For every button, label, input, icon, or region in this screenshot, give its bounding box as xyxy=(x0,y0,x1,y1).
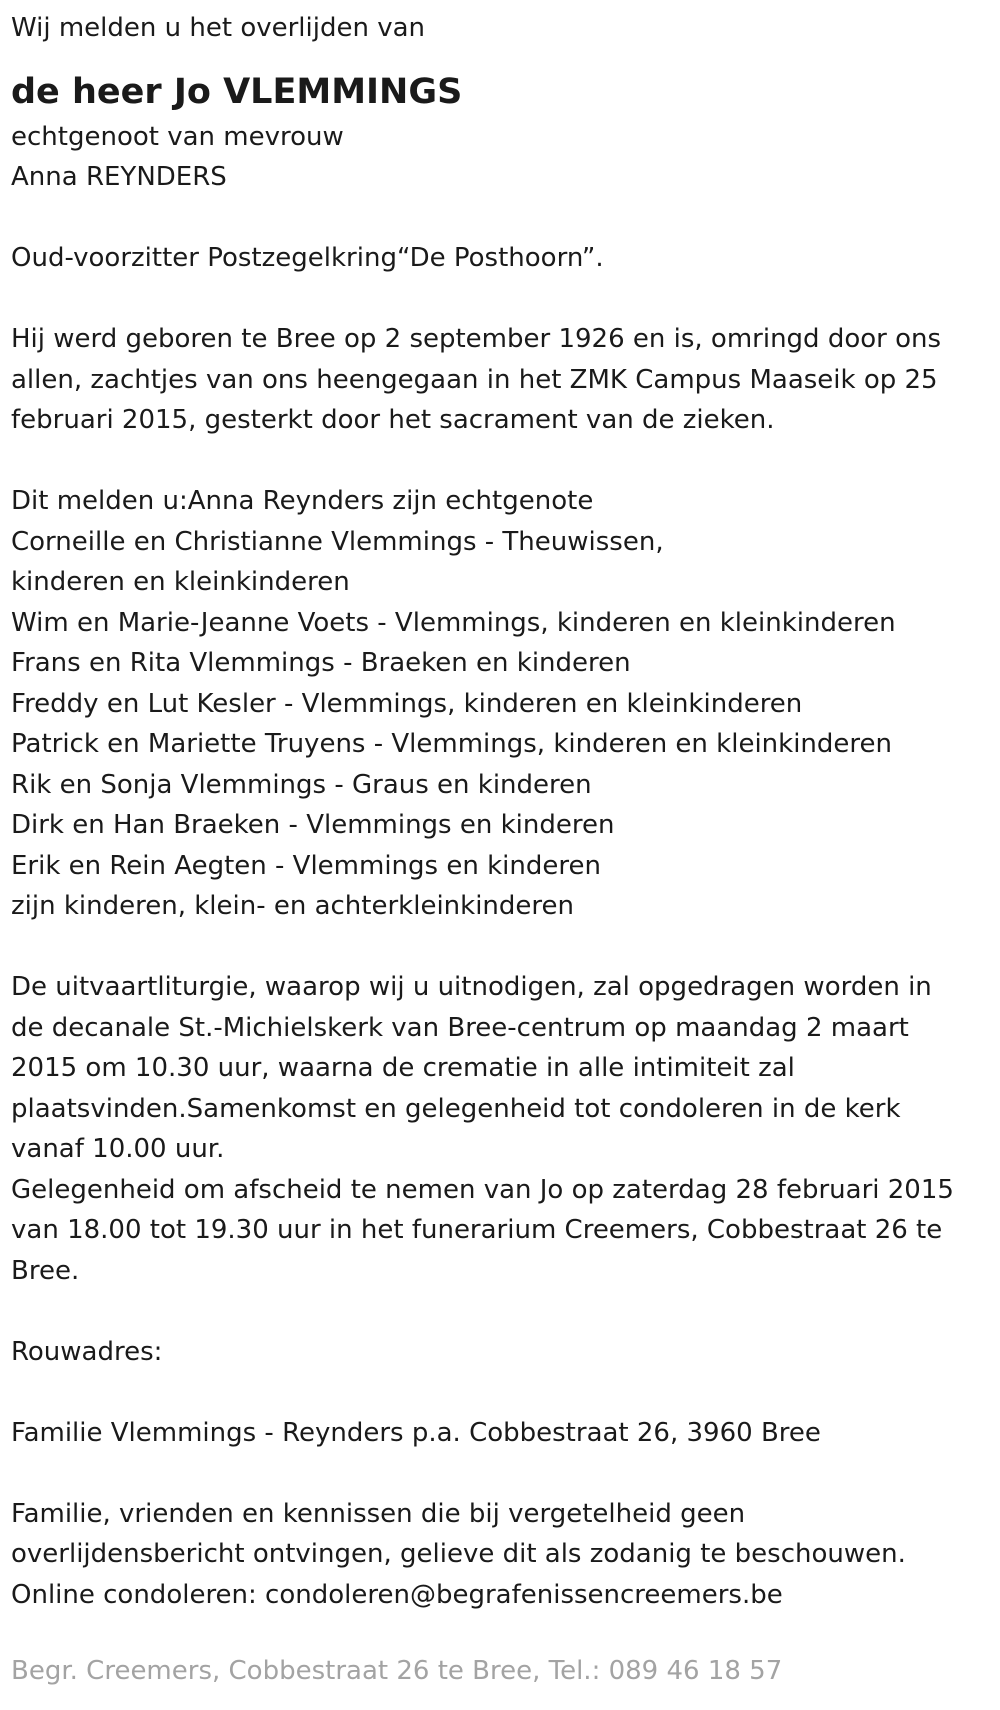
funeral-home-footer: Begr. Creemers, Cobbestraat 26 te Bree, Tel.: 089 46 18 57 xyxy=(11,1656,783,1686)
paragraph-line: overlijdensbericht ontvingen, gelieve dit als zodanig te beschouwen. xyxy=(11,1539,906,1569)
family-line: zijn kinderen, klein- en achterkleinkinderen xyxy=(11,891,574,921)
paragraph-line: plaatsvinden.Samenkomst en gelegenheid tot condoleren in de kerk xyxy=(11,1093,901,1124)
paragraph-line: De uitvaartliturgie, waarop wij u uitnodigen, zal opgedragen worden in xyxy=(11,972,932,1002)
paragraph-line: februari 2015, gesterkt door het sacrament van de zieken. xyxy=(11,405,775,435)
paragraph-line: de decanale St.-Michielskerk van Bree-centrum op maandag 2 maart xyxy=(11,1012,909,1043)
paragraph-line: van 18.00 tot 19.30 uur in het funerarium Creemers, Cobbestraat 26 te xyxy=(11,1215,943,1245)
paragraph-line: Hij werd geboren te Bree op 2 september 1926 en is, omringd door ons xyxy=(11,324,942,354)
family-line: Dit melden u:Anna Reynders zijn echtgenote xyxy=(11,486,594,516)
family-line: Freddy en Lut Kesler - Vlemmings, kinderen en kleinkinderen xyxy=(11,688,803,719)
family-line: Wim en Marie-Jeanne Voets - Vlemmings, kinderen en kleinkinderen xyxy=(11,607,896,638)
family-line: kinderen en kleinkinderen xyxy=(11,567,350,597)
spacer xyxy=(11,927,989,968)
spacer xyxy=(11,441,989,482)
paragraph-line: Familie, vrienden en kennissen die bij vergetelheid geen xyxy=(11,1498,746,1529)
paragraph-line: allen, zachtjes van ons heengegaan in het ZMK Campus Maaseik op 25 xyxy=(11,364,938,395)
spacer xyxy=(11,279,989,320)
birth-death-paragraph xyxy=(11,319,989,441)
paragraph-line: Gelegenheid om afscheid te nemen van Jo op zaterdag 28 februari 2015 xyxy=(11,1174,954,1205)
family-line: Frans en Rita Vlemmings - Braeken en kinderen xyxy=(11,648,631,678)
closing-paragraph xyxy=(11,1494,989,1616)
spouse-name-line: Anna REYNDERS xyxy=(11,162,227,192)
family-line: Corneille en Christianne Vlemmings - Theuwissen, xyxy=(11,526,664,557)
paragraph-line: Bree. xyxy=(11,1255,80,1286)
paragraph-line: 2015 om 10.30 uur, waarna de crematie in alle intimiteit zal xyxy=(11,1053,795,1083)
family-line: Erik en Rein Aegten - Vlemmings en kinderen xyxy=(11,850,601,881)
spacer xyxy=(11,198,989,239)
family-list xyxy=(11,481,989,927)
intro-text: Wij melden u het overlijden van xyxy=(11,13,426,43)
funeral-paragraph xyxy=(11,967,989,1291)
family-line: Rik en Sonja Vlemmings - Graus en kinderen xyxy=(11,769,592,800)
online-condolence-line: Online condoleren: condoleren@begrafenissencreemers.be xyxy=(11,1579,783,1610)
family-line: Dirk en Han Braeken - Vlemmings en kinderen xyxy=(11,810,615,840)
spacer xyxy=(11,1453,989,1494)
deceased-name-title: de heer Jo VLEMMINGS xyxy=(11,71,463,112)
spacer xyxy=(11,1372,989,1413)
spouse-line: echtgenoot van mevrouw xyxy=(11,121,344,152)
spacer xyxy=(11,1291,989,1332)
address-line: Familie Vlemmings - Reynders p.a. Cobbestraat 26, 3960 Bree xyxy=(11,1417,821,1448)
role-line: Oud-voorzitter Postzegelkring“De Posthoorn”. xyxy=(11,243,604,273)
paragraph-line: vanaf 10.00 uur. xyxy=(11,1134,225,1164)
address-label: Rouwadres: xyxy=(11,1336,163,1367)
family-line: Patrick en Mariette Truyens - Vlemmings, kinderen en kleinkinderen xyxy=(11,729,893,759)
